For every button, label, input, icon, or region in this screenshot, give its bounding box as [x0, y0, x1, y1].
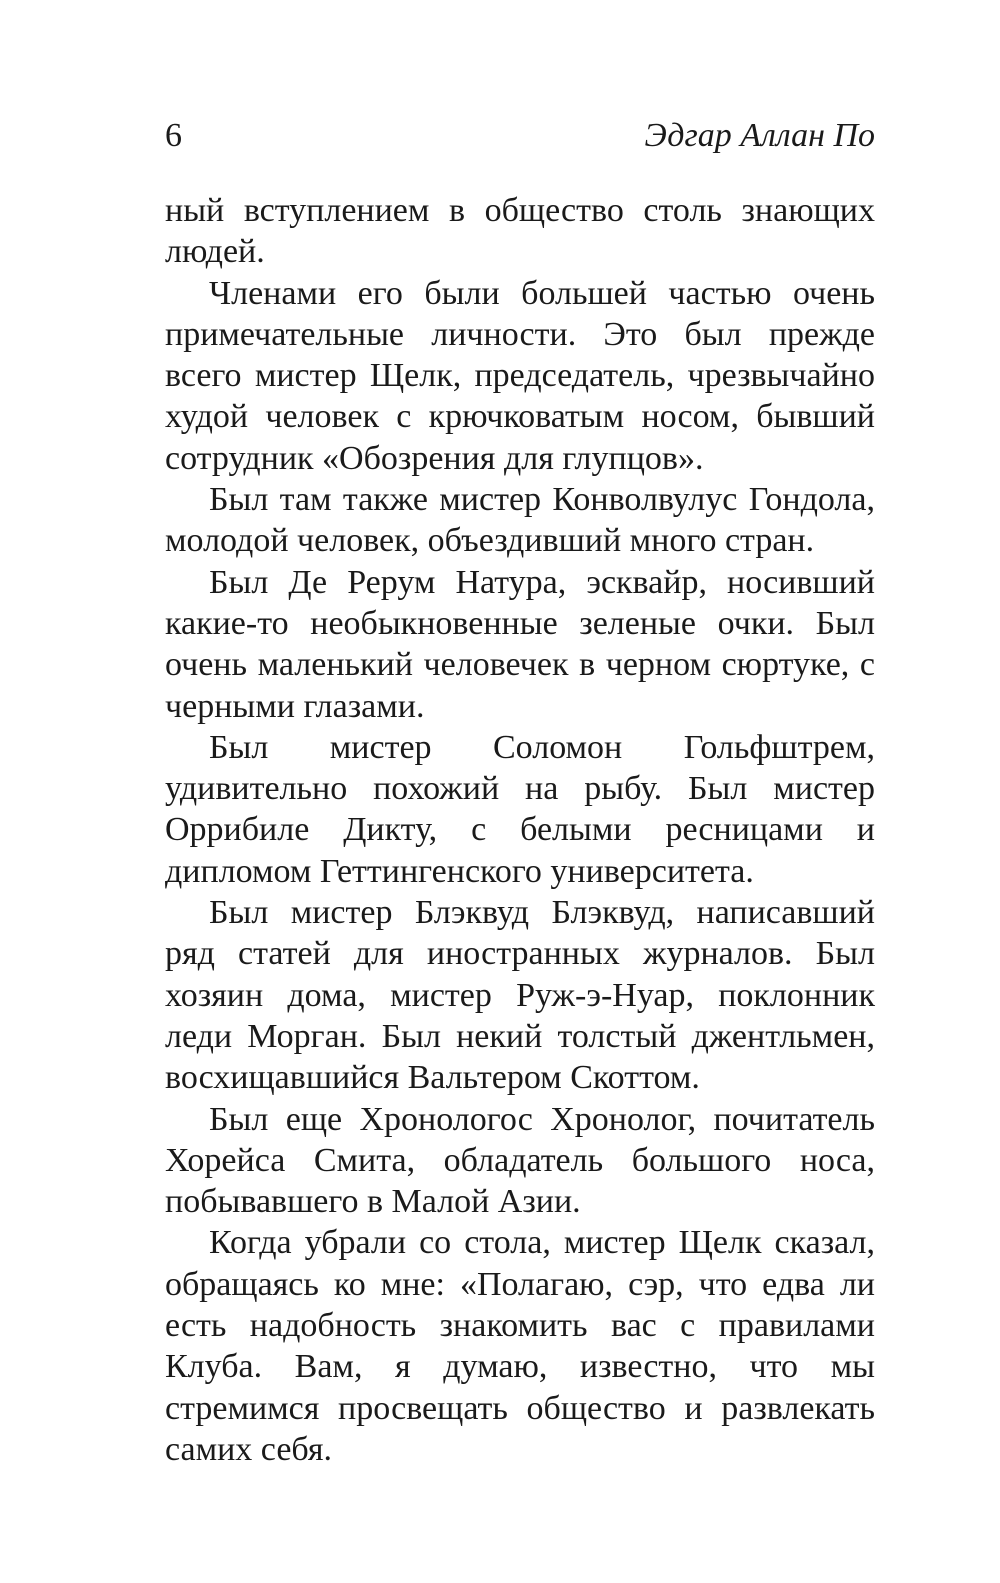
- paragraph: Был мистер Соломон Гольфштрем, удивительно похожий на рыбу. Был мистер Оррибиле Дикту, с белыми ресницами и дипломом Геттингенского университета.: [165, 728, 875, 890]
- paragraph: Когда убрали со стола, мистер Щелк сказал, обращаясь ко мне: «Полагаю, сэр, что едва ли есть надобность знакомить вас с правилами Клуба. Вам, я думаю, известно, что мы стремимся просвещать общество и развлекать самих себя.: [165, 1224, 875, 1468]
- paragraph: Членами его были большей частью очень примечательные личности. Это был прежде всего мистер Щелк, председатель, чрезвычайно худой человек с крючковатым носом, бывший сотрудник «Обозрения для глупцов».: [165, 274, 875, 477]
- paragraph: Был там также мистер Конволвулус Гондола, молодой человек, объездивший много стран.: [165, 481, 875, 560]
- paragraph: Был еще Хронологос Хронолог, почитатель Хорейса Смита, обладатель большого носа, побывавшего в Малой Азии.: [165, 1100, 875, 1221]
- page-number: 6: [165, 117, 182, 154]
- body-text: [165, 190, 875, 1470]
- paragraph: Был Де Рерум Натура, эсквайр, носивший какие-то необыкновенные зеленые очки. Был очень маленький человечек в черном сюртуке, с черными глазами.: [165, 563, 875, 725]
- paragraph: Был мистер Блэквуд Блэквуд, написавший ряд статей для иностранных журналов. Был хозяин дома, мистер Руж-э-Нуар, поклонник леди Морган. Был некий толстый джентльмен, восхищавшийся Вальтером Скоттом.: [165, 894, 875, 1097]
- header-author: Эдгар Аллан По: [644, 117, 875, 154]
- running-header: [165, 116, 875, 156]
- paragraph-continuation: ный вступлением в общество столь знающих людей.: [165, 192, 875, 271]
